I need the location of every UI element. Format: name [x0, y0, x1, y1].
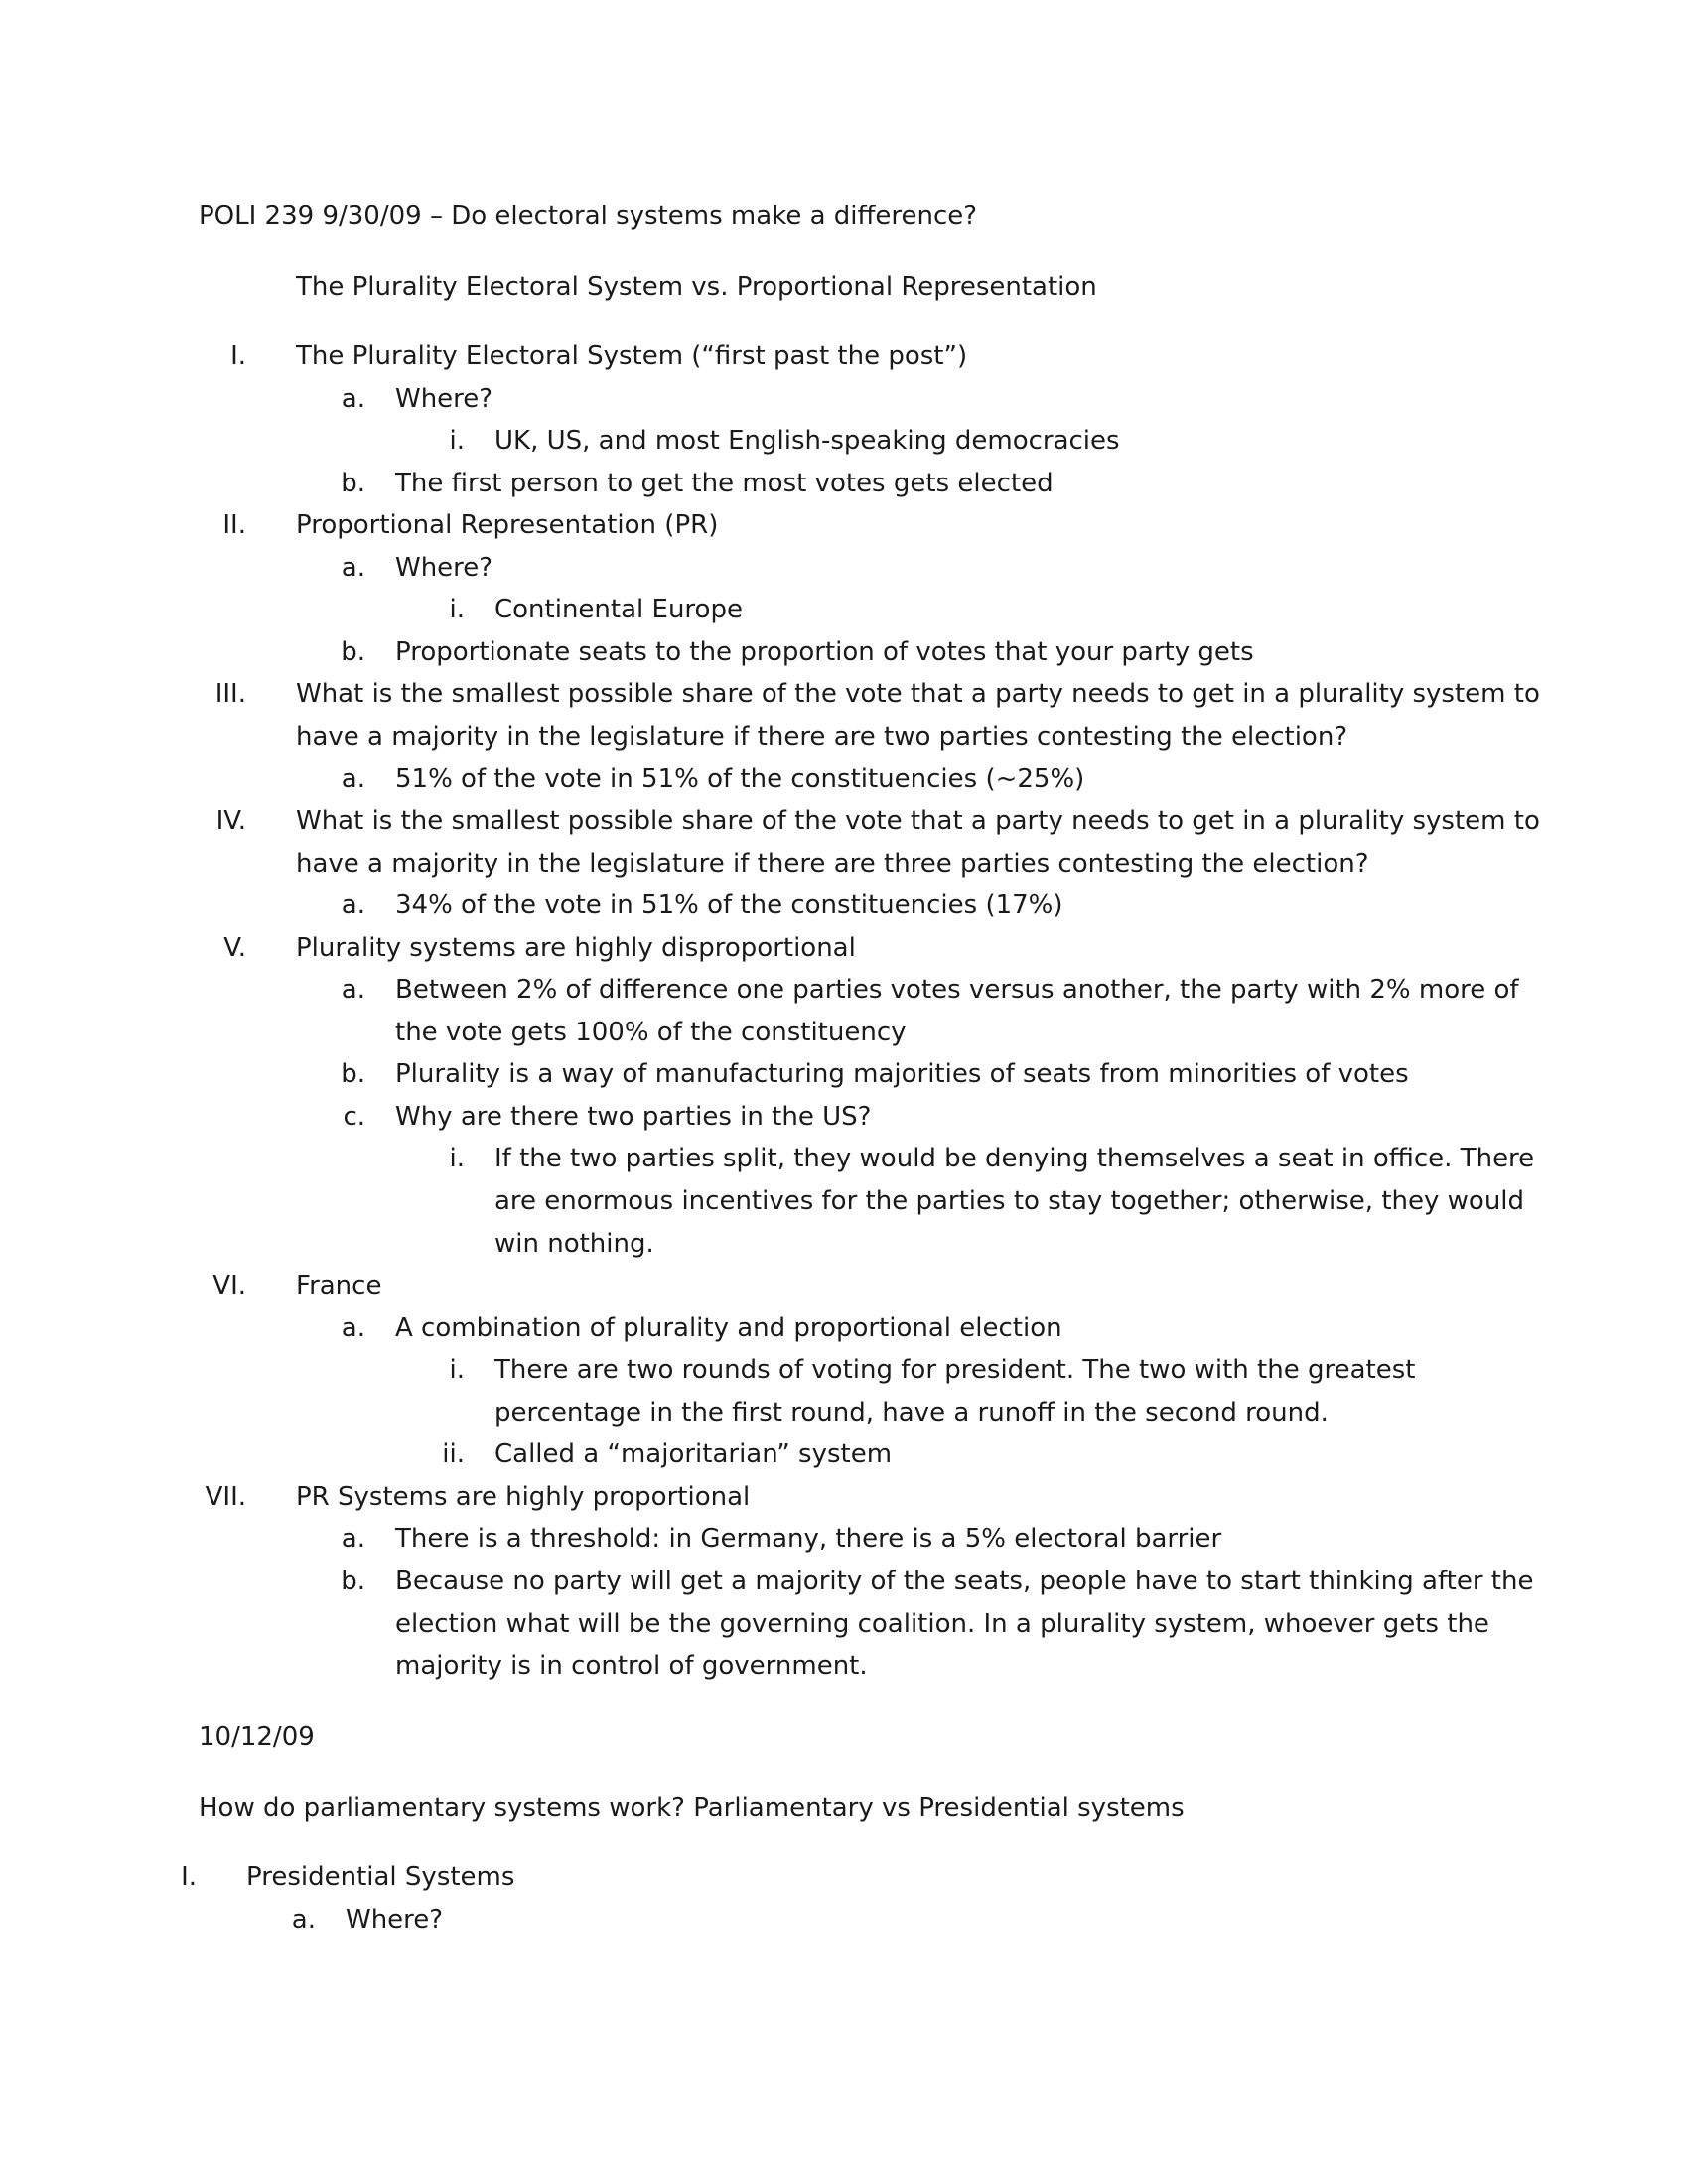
outline-marker: b.	[341, 636, 365, 667]
outline-text: have a majority in the legislature if there are two parties contesting the election?	[296, 721, 1348, 751]
outline-text: What is the smallest possible share of the vote that a party needs to get in a plurality system to	[296, 806, 1540, 837]
outline-marker: a.	[341, 552, 365, 583]
outline-text: 51% of the vote in 51% of the constituencies (~25%)	[395, 763, 1085, 794]
outline-text: Plurality is a way of manufacturing majorities of seats from minorities of votes	[395, 1059, 1409, 1090]
outline-text: If the two parties split, they would be denying themselves a seat in office. There	[494, 1144, 1535, 1174]
outline-text: Presidential Systems	[246, 1862, 515, 1892]
outline-text: A combination of plurality and proportional election	[395, 1312, 1062, 1343]
outline-marker: i.	[449, 1144, 465, 1174]
outline-text: election what will be the governing coalition. In a plurality system, whoever gets the	[395, 1608, 1489, 1639]
outline-text: Proportional Representation (PR)	[296, 510, 719, 541]
outline-marker: a.	[341, 383, 365, 414]
outline-text: the vote gets 100% of the constituency	[395, 1017, 907, 1047]
outline-text: Called a “majoritarian” system	[494, 1439, 893, 1470]
outline-marker: II.	[222, 510, 246, 541]
outline-marker: i.	[449, 1355, 465, 1386]
outline-marker: a.	[341, 975, 365, 1006]
outline-marker: V.	[223, 932, 246, 963]
document-header: POLI 239 9/30/09 – Do electoral systems make a difference?	[199, 202, 978, 231]
outline-text: majority is in control of government.	[395, 1651, 868, 1682]
outline-marker: c.	[343, 1101, 365, 1132]
outline-text: Continental Europe	[494, 595, 743, 625]
outline-marker: b.	[341, 1566, 365, 1596]
outline-marker: a.	[341, 1524, 365, 1555]
outline-text: Proportionate seats to the proportion of votes that your party gets	[395, 636, 1254, 667]
outline-text: Where?	[346, 1904, 444, 1935]
outline-text: Plurality systems are highly disproportional	[296, 932, 856, 963]
outline-text: are enormous incentives for the parties to stay together; otherwise, they would	[494, 1186, 1525, 1216]
outline-marker: IV.	[215, 806, 246, 837]
outline-text: The Plurality Electoral System (“first past the post”)	[296, 341, 968, 371]
outline-text: Where?	[395, 383, 493, 414]
outline-text: Where?	[395, 552, 493, 583]
outline-text: PR Systems are highly proportional	[296, 1481, 751, 1512]
outline-text: The first person to get the most votes gets elected	[395, 468, 1054, 498]
outline-text: What is the smallest possible share of the vote that a party needs to get in a plurality system to	[296, 679, 1540, 710]
outline-text: 34% of the vote in 51% of the constituencies (17%)	[395, 890, 1063, 921]
outline-text: have a majority in the legislature if there are three parties contesting the election?	[296, 848, 1369, 879]
outline-marker: I.	[181, 1862, 197, 1892]
outline-marker: ii.	[442, 1439, 465, 1470]
outline-marker: a.	[291, 1904, 316, 1935]
outline-marker: a.	[341, 890, 365, 921]
document-subtitle: The Plurality Electoral System vs. Proportional Representation	[296, 272, 1097, 302]
outline-marker: a.	[341, 763, 365, 794]
outline-text: There is a threshold: in Germany, there is a 5% electoral barrier	[395, 1524, 1222, 1555]
outline-marker: III.	[214, 679, 246, 710]
outline-text: Why are there two parties in the US?	[395, 1101, 872, 1132]
outline-marker: a.	[341, 1312, 365, 1343]
outline-marker: b.	[341, 468, 365, 498]
outline-marker: i.	[449, 426, 465, 457]
outline-text: UK, US, and most English-speaking democracies	[494, 426, 1120, 457]
outline-text: Between 2% of difference one parties votes versus another, the party with 2% more of	[395, 975, 1519, 1006]
outline-text: France	[296, 1271, 382, 1301]
second-date: 10/12/09	[199, 1722, 315, 1752]
outline-marker: I.	[230, 341, 246, 371]
outline-marker: VI.	[212, 1271, 246, 1301]
outline-marker: VII.	[205, 1481, 246, 1512]
outline-text: There are two rounds of voting for president. The two with the greatest	[494, 1355, 1416, 1386]
second-heading: How do parliamentary systems work? Parliamentary vs Presidential systems	[199, 1793, 1185, 1823]
outline-text: Because no party will get a majority of the seats, people have to start thinking after the	[395, 1566, 1534, 1596]
outline-marker: b.	[341, 1059, 365, 1090]
outline-text: percentage in the first round, have a runoff in the second round.	[494, 1397, 1329, 1428]
outline-marker: i.	[449, 595, 465, 625]
outline-text: win nothing.	[494, 1228, 654, 1259]
